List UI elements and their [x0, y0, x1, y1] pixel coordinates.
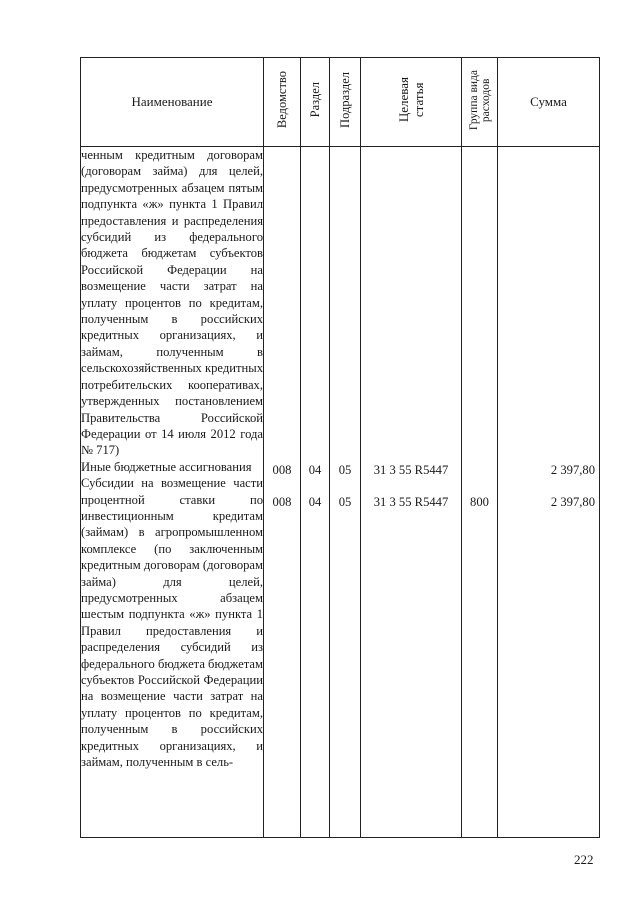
row2-target: 31 3 55 R5447 [373, 495, 449, 509]
text-other-allocations: Иные бюджетные ассигнования [81, 459, 252, 474]
table-body-row [81, 147, 600, 838]
agency-cell [264, 147, 301, 838]
row2-group: 800 [470, 495, 489, 509]
header-agency: Ведомство [264, 58, 301, 147]
header-subsection: Подраздел [330, 58, 361, 147]
header-name: Наименование [81, 58, 264, 147]
row1-agency: 008 [272, 463, 292, 477]
row2-subsection: 05 [338, 495, 352, 509]
row1-amount: 2 397,80 [550, 463, 595, 477]
table-header-row [81, 58, 600, 147]
group-cell [462, 147, 498, 838]
header-target-item: Целевая статья [361, 58, 462, 147]
subsection-cell [330, 147, 361, 838]
row1-subsection: 05 [338, 463, 352, 477]
target-cell [361, 147, 462, 838]
row1-target: 31 3 55 R5447 [373, 463, 449, 477]
row2-section: 04 [308, 495, 322, 509]
amount-cell [498, 147, 600, 838]
header-amount: Сумма [498, 58, 600, 147]
name-cell [81, 147, 264, 838]
row1-section: 04 [308, 463, 322, 477]
row2-amount: 2 397,80 [550, 495, 595, 509]
page-number: 222 [574, 852, 594, 867]
header-section: Раздел [301, 58, 330, 147]
header-expense-group: Группа вида расходов [462, 58, 498, 147]
text-subsidy-description: Субсидии на возмещение части процентной ставки по инвестиционным кредитам (займам) в агропромышленном комплексе (по заключенным кредитным договорам (договорам займа) для целей, предусмотренных абзацем шестым подпункта «ж» пункта 1 Правил предоставления и распределения субсидий из федерального бюджета бюджетам субъектов Российской Федерации на возмещение части затрат на уплату процентов по кредитам, полученным в российских кредитных организациях, и займам, полученным в сель- [81, 476, 263, 770]
text-continuation: ченным кредитным договорам (договорам займа) для целей, предусмотренных абзацем пятым подпункта «ж» пункта 1 Правил предоставления и распределения субсидий из федерального бюджета бюджетам субъектов Российской Федерации на возмещение части затрат на уплату процентов по кредитам, полученным в российских кредитных организациях, и займам, полученным в сельскохозяйственных кредитных потребительских кооперативах, утвержденных постановлением Правительства Российской Федерации от 14 июля 2012 года № 717) [81, 148, 263, 458]
section-cell [301, 147, 330, 838]
budget-table [80, 57, 600, 838]
row2-agency: 008 [272, 495, 292, 509]
